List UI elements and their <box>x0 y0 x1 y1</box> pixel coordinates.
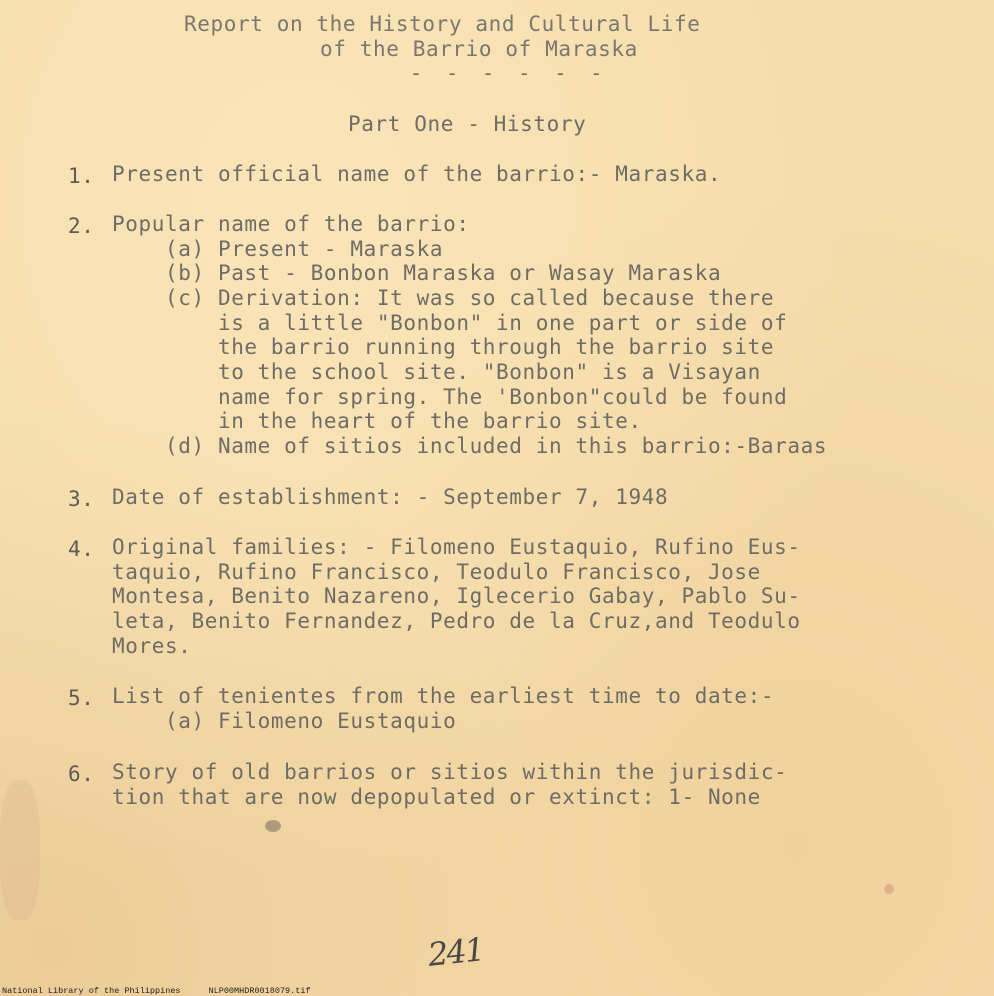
item-number: 1. <box>68 164 95 188</box>
item-4-line: taquio, Rufino Francisco, Teodulo Francisco, Jose <box>112 560 761 584</box>
part-heading: Part One - History <box>348 112 587 136</box>
item-2-line: the barrio running through the barrio site <box>112 335 775 359</box>
item-5-line: (a) Filomeno Eustaquio <box>112 709 457 733</box>
item-number: 5. <box>68 686 95 710</box>
item-6-line: Story of old barrios or sitios within the jurisdic- <box>112 760 788 784</box>
item-2-line: Popular name of the barrio: <box>112 212 470 236</box>
report-title-line-2: of the Barrio of Maraska <box>320 37 638 61</box>
handwritten-page-number: 241 <box>426 930 485 974</box>
item-4-line: Montesa, Benito Nazareno, Iglecerio Gabay, Pablo Su- <box>112 584 801 608</box>
item-2-line: (d) Name of sitios included in this barrio:-Baraas <box>112 434 828 458</box>
item-3-line: Date of establishment: - September 7, 1948 <box>112 485 669 509</box>
item-2-line: (b) Past - Bonbon Maraska or Wasay Maraska <box>112 261 722 285</box>
item-number: 2. <box>68 214 95 238</box>
item-2-line: is a little "Bonbon" in one part or side of <box>112 311 788 335</box>
item-5-line: List of tenientes from the earliest time to date:- <box>112 684 775 708</box>
item-2-line: (a) Present - Maraska <box>112 237 444 261</box>
item-1-line: Present official name of the barrio:- Maraska. <box>112 162 722 186</box>
paper-stain <box>0 780 40 920</box>
item-number: 4. <box>68 537 95 561</box>
item-2-line: (c) Derivation: It was so called because there <box>112 286 775 310</box>
item-2-line: name for spring. The 'Bonbon"could be found <box>112 385 788 409</box>
item-2-line: in the heart of the barrio site. <box>112 409 642 433</box>
footer-library-name: National Library of the Philippines <box>2 986 181 996</box>
title-separator: - - - - - - <box>410 61 609 85</box>
ink-blot <box>265 820 281 832</box>
report-title-line-1: Report on the History and Cultural Life <box>184 12 701 36</box>
item-number: 3. <box>68 487 95 511</box>
item-4-line: Mores. <box>112 634 192 658</box>
item-2-line: to the school site. "Bonbon" is a Visayan <box>112 360 761 384</box>
ink-spot <box>884 884 894 894</box>
item-number: 6. <box>68 762 95 786</box>
item-4-line: leta, Benito Fernandez, Pedro de la Cruz,and Teodulo <box>112 609 801 633</box>
item-6-line: tion that are now depopulated or extinct: 1- None <box>112 785 761 809</box>
footer-file-name: NLP00MHDR0018079.tif <box>208 986 311 996</box>
scan-footer <box>2 986 311 996</box>
item-4-line: Original families: - Filomeno Eustaquio, Rufino Eus- <box>112 535 801 559</box>
